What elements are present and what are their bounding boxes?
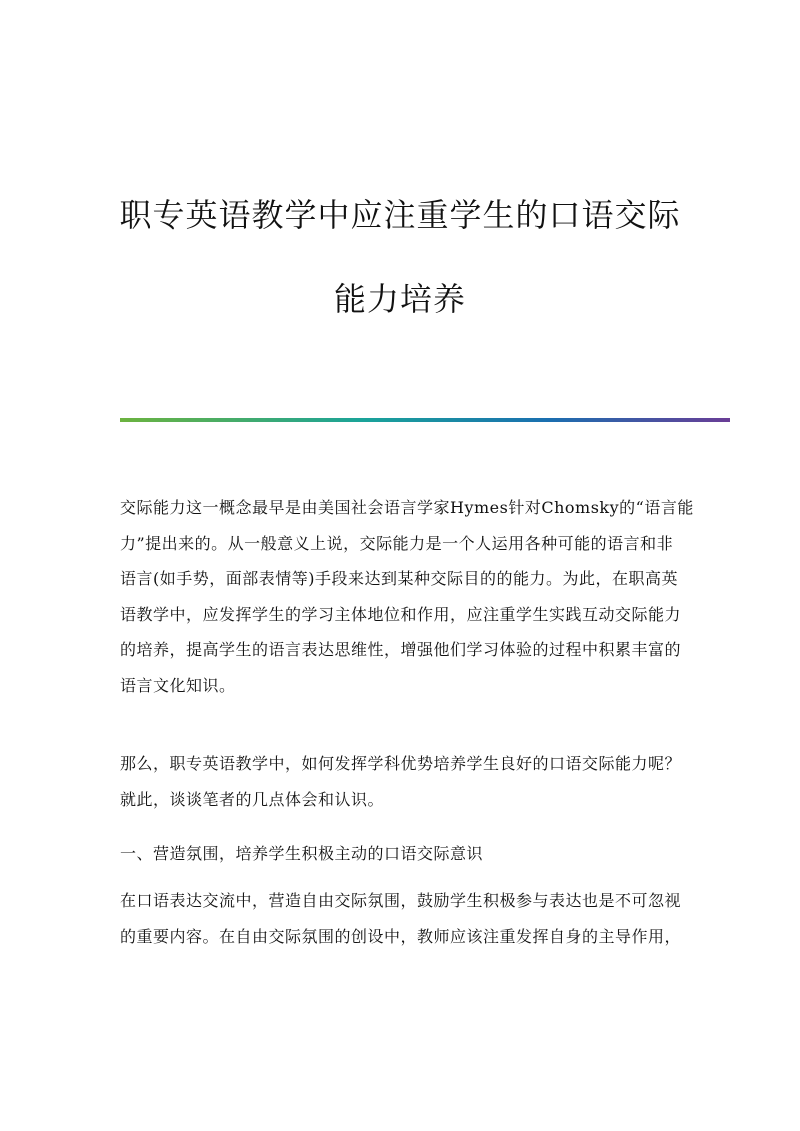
- section-heading: 一、营造氛围，培养学生积极主动的口语交际意识: [120, 844, 484, 863]
- document-title-line-2: 能力培养: [333, 280, 466, 318]
- document-title-line-1: 职专英语教学中应注重学生的口语交际: [119, 196, 681, 234]
- paragraph-intro: [120, 490, 694, 703]
- paragraph-line: 语言文化知识。: [120, 675, 236, 695]
- paragraph-line: 在口语表达交流中，营造自由交际氛围，鼓励学生积极参与表达也是不可忽视: [120, 891, 682, 910]
- paragraph-line: 语言(如手势，面部表情等)手段来达到某种交际目的的能力。为此，在职高英: [120, 569, 678, 588]
- paragraph-section-1: [120, 883, 680, 954]
- paragraph-question: [120, 746, 680, 817]
- paragraph-line: 交际能力这一概念最早是由美国社会语言学家Hymes针对Chomsky的“语言能: [120, 498, 694, 517]
- paragraph-line: 的重要内容。在自由交际氛围的创设中，教师应该注重发挥自身的主导作用，: [120, 926, 682, 946]
- paragraph-line: 的培养，提高学生的语言表达思维性，增强他们学习体验的过程中积累丰富的: [120, 640, 682, 659]
- title-divider: [120, 418, 730, 422]
- paragraph-line: 力”提出来的。从一般意义上说，交际能力是一个人运用各种可能的语言和非: [120, 533, 674, 553]
- paragraph-line: 那么，职专英语教学中，如何发挥学科优势培养学生良好的口语交际能力呢？: [120, 754, 682, 773]
- paragraph-line: 语教学中，应发挥学生的学习主体地位和作用，应注重学生实践互动交际能力: [120, 604, 682, 624]
- paragraph-line: 就此，谈谈笔者的几点体会和认识。: [120, 789, 385, 809]
